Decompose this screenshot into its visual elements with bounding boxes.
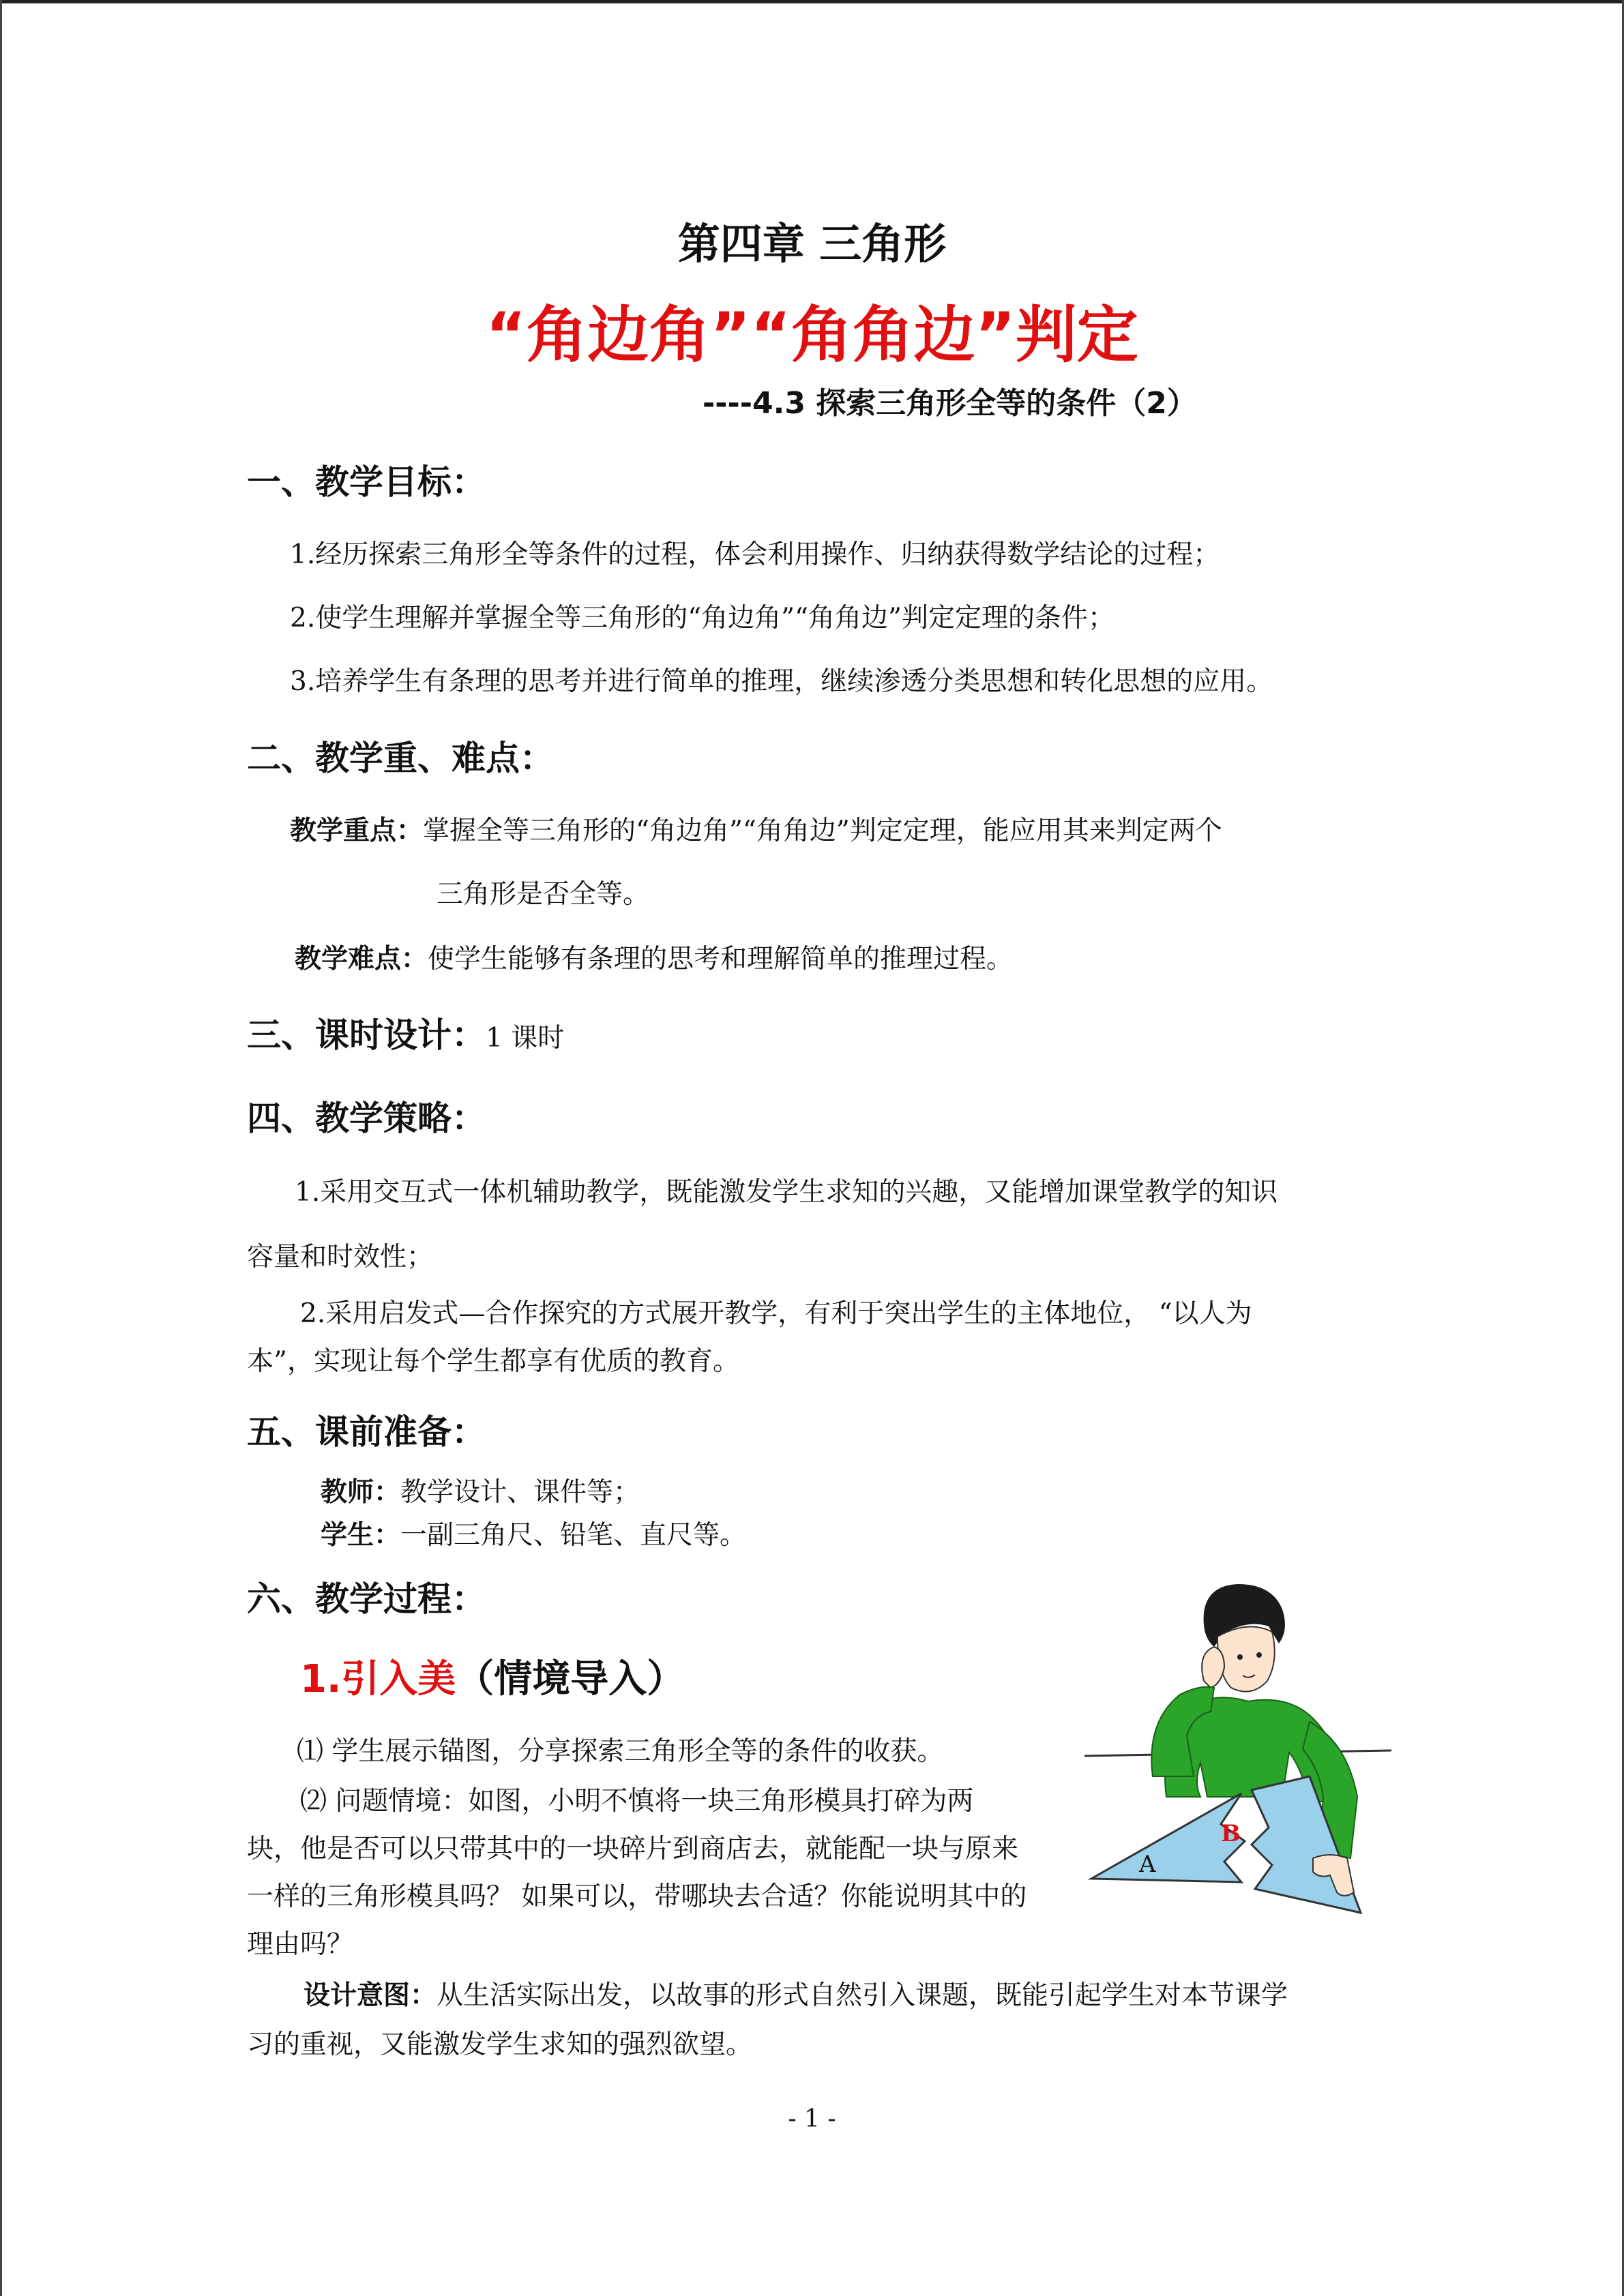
- piece-b-label: B: [1221, 1820, 1241, 1847]
- subsection-title-red: 1.引入美: [300, 1657, 456, 1701]
- difficulty-label: 教学难点：: [295, 944, 428, 974]
- section-heading-class-hours: 三、课时设计：: [247, 1015, 486, 1055]
- design-intent-text: 从生活实际出发，以故事的形式自然引入课题，既能引起学生对本节课学: [437, 1980, 1288, 2011]
- teacher-label: 教师：: [321, 1477, 401, 1508]
- strategy-paragraph-line: 容量和时效性；: [247, 1242, 434, 1272]
- design-intent-line: [304, 1974, 1288, 2012]
- section-heading-process: 六、教学过程：: [247, 1579, 486, 1619]
- teacher-prep-line: [321, 1471, 640, 1509]
- problem-line: 理由吗？: [247, 1929, 354, 1960]
- section-heading-preparation: 五、课前准备：: [247, 1412, 486, 1452]
- page-top-border: [0, 0, 1624, 3]
- difficulty-line: [295, 938, 1013, 976]
- key-point-label: 教学重点：: [290, 816, 424, 846]
- class-hours-line: [247, 1008, 564, 1057]
- strategy-paragraph-line: 本”，实现让每个学生都享有优质的教育。: [247, 1346, 739, 1377]
- student-prep-line: [321, 1514, 746, 1552]
- page-number: - 1 -: [788, 2105, 836, 2133]
- objective-item: 1.经历探索三角形全等条件的过程，体会利用操作、归纳获得数学结论的过程；: [290, 539, 1220, 570]
- design-intent-label: 设计意图：: [304, 1980, 437, 2011]
- student-label: 学生：: [321, 1520, 401, 1551]
- strategy-paragraph-line: 1.采用交互式一体机辅助教学，既能激发学生求知的兴趣，又能增加课堂教学的知识: [295, 1177, 1278, 1208]
- broken-triangle-illustration: [1084, 1572, 1391, 1940]
- objective-item: 2.使学生理解并掌握全等三角形的“角边角”“角角边”判定定理的条件；: [290, 603, 1114, 633]
- lesson-subtitle: ----4.3 探索三角形全等的条件（2）: [703, 386, 1197, 421]
- problem-line: 一样的三角形模具吗？ 如果可以，带哪块去合适？你能说明其中的: [247, 1881, 1027, 1912]
- section-heading-key-points: 二、教学重、难点：: [247, 739, 554, 778]
- problem-line: 块，他是否可以只带其中的一块碎片到商店去，就能配一块与原来: [247, 1834, 1019, 1864]
- subsection-title: [300, 1649, 685, 1703]
- design-intent-continuation: 习的重视，又能激发学生求知的强烈欲望。: [247, 2029, 753, 2060]
- section-heading-strategy: 四、教学策略：: [247, 1099, 486, 1138]
- process-item-1: ⑴ 学生展示锚图，分享探索三角形全等的条件的收获。: [297, 1736, 944, 1767]
- strategy-paragraph-line: 2.采用启发式—合作探究的方式展开教学，有利于突出学生的主体地位， “以人为: [300, 1298, 1252, 1329]
- key-point-line: [290, 809, 1222, 848]
- section-heading-objectives: 一、教学目标：: [247, 462, 486, 502]
- key-point-continuation: 三角形是否全等。: [437, 879, 650, 910]
- objective-item: 3.培养学生有条理的思考并进行简单的推理，继续渗透分类思想和转化思想的应用。: [290, 666, 1273, 697]
- key-point-text: 掌握全等三角形的“角边角”“角角边”判定定理，能应用其来判定两个: [423, 816, 1222, 846]
- chapter-title: 第四章 三角形: [677, 219, 947, 269]
- boy-with-broken-triangle-image: [1084, 1572, 1391, 1940]
- class-hours-value: 1 课时: [486, 1023, 565, 1054]
- problem-line: ⑵ 问题情境：如图，小明不慎将一块三角形模具打碎为两: [300, 1786, 974, 1817]
- subsection-title-black: （情境导入）: [456, 1657, 685, 1701]
- piece-a-label: A: [1139, 1851, 1156, 1878]
- main-title: “角边角”“角角边”判定: [486, 299, 1138, 371]
- difficulty-text: 使学生能够有条理的思考和理解简单的推理过程。: [428, 944, 1014, 974]
- student-text: 一副三角尺、铅笔、直尺等。: [400, 1520, 747, 1551]
- teacher-text: 教学设计、课件等；: [400, 1477, 640, 1508]
